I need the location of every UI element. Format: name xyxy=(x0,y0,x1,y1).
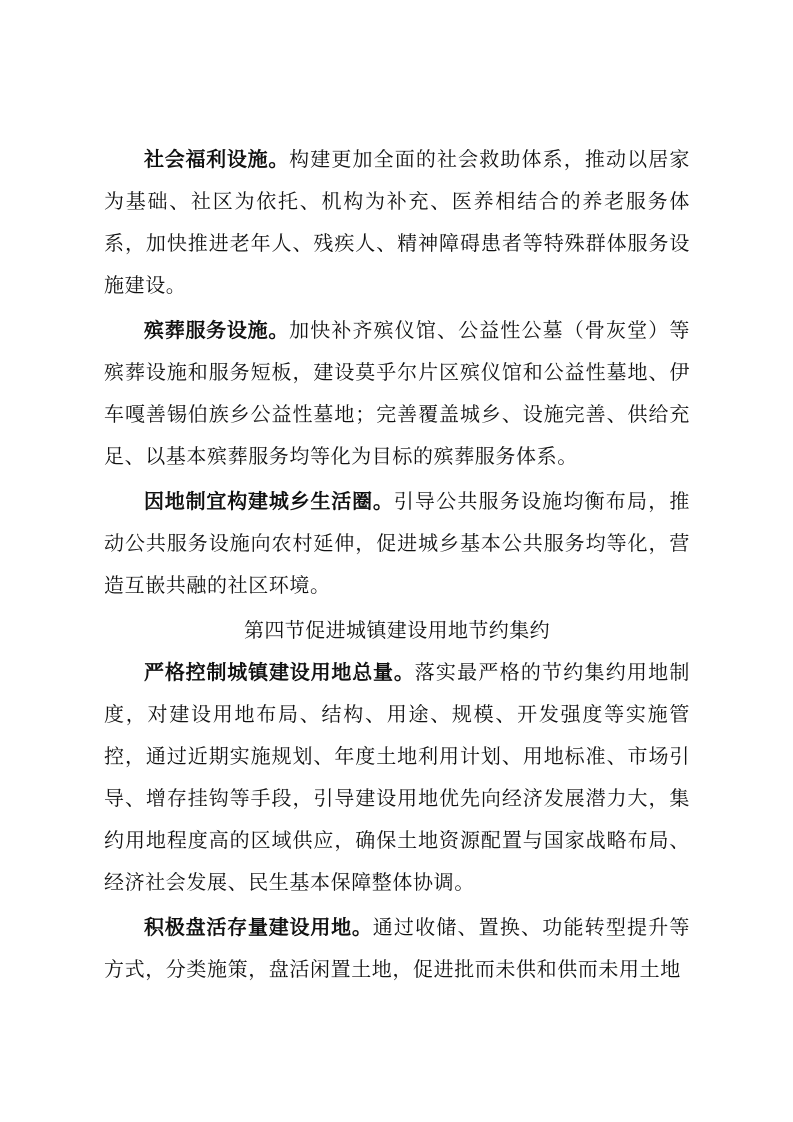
paragraph-urban-rural-living-circle xyxy=(104,480,690,606)
paragraph-lead: 殡葬服务设施。 xyxy=(144,318,290,342)
paragraph-lead: 严格控制城镇建设用地总量。 xyxy=(144,660,415,684)
paragraph-control-construction-land-total xyxy=(104,651,690,903)
paragraph-lead: 积极盘活存量建设用地。 xyxy=(144,915,373,939)
document-body xyxy=(104,138,690,990)
section-heading: 第四节促进城镇建设用地节约集约 xyxy=(244,618,550,642)
paragraph-lead: 因地制宜构建城乡生活圈。 xyxy=(144,489,394,513)
paragraph-funeral-service-facilities xyxy=(104,309,690,477)
paragraph-social-welfare-facilities xyxy=(104,138,690,306)
paragraph-text: 通过收储、置换、功能转型提升等方式，分类施策，盘活闲置土地，促进批而未供和供而未用土地 xyxy=(104,915,691,981)
paragraph-text: 落实最严格的节约集约用地制度，对建设用地布局、结构、用途、规模、开发强度等实施管控，通过近期实施规划、年度土地利用计划、用地标准、市场引导、增存挂钩等手段，引导建设用地优先向经济发展潜力大，集约用地程度高的区域供应，确保土地资源配置与国家战略布局、经济社会发展、民生基本保障整体协调。 xyxy=(104,660,690,894)
paragraph-text: 引导公共服务设施均衡布局，推动公共服务设施向农村延伸，促进城乡基本公共服务均等化，营造互嵌共融的社区环境。 xyxy=(104,489,691,597)
paragraph-text: 加快补齐殡仪馆、公益性公墓（骨灰堂）等殡葬设施和服务短板，建设莫乎尔片区殡仪馆和公益性墓地、伊车嘎善锡伯族乡公益性墓地；完善覆盖城乡、设施完善、供给充足、以基本殡葬服务均等化为目标的殡葬服务体系。 xyxy=(104,318,690,468)
paragraph-lead: 社会福利设施。 xyxy=(144,147,290,171)
paragraph-text: 构建更加全面的社会救助体系，推动以居家为基础、社区为依托、机构为补充、医养相结合的养老服务体系，加快推进老年人、残疾人、精神障碍患者等特殊群体服务设施建设。 xyxy=(104,147,690,297)
paragraph-revitalize-existing-land xyxy=(104,906,690,990)
